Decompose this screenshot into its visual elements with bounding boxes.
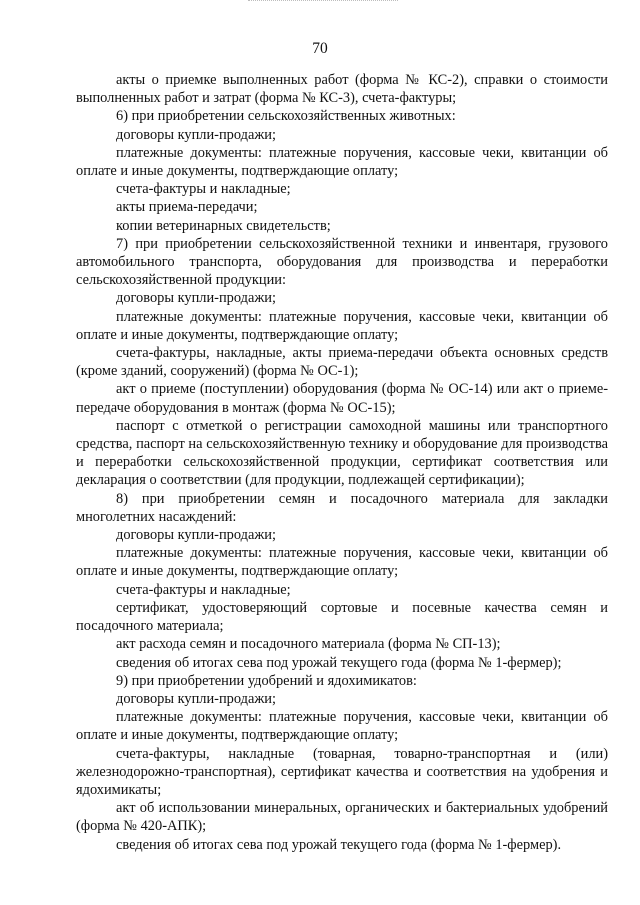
list-heading-9: 9) при приобретении удобрений и ядохимикатов:: [116, 672, 417, 689]
list-item: сведения об итогах сева под урожай текущего года (форма № 1-фермер);: [116, 654, 562, 671]
list-item: сертификат, удостоверяющий сортовые и посевные качества семян и посадочного материала;: [76, 599, 608, 635]
list-heading-8: 8) при приобретении семян и посадочного материала для закладки многолетних насаждений:: [76, 490, 608, 525]
list-item: акт об использовании минеральных, органических и бактериальных удобрений (форма № 420-АПК);: [76, 800, 608, 835]
list-item: сведения об итогах сева под урожай текущего года (форма № 1-фермер).: [116, 836, 562, 853]
paragraph: акты о приемке выполненных работ (форма № КС-2), справки о стоимости выполненных работ и затрат (форма № КС-3), счета-фактуры;: [76, 72, 608, 107]
list-item: договоры купли-продажи;: [116, 690, 276, 707]
document-body: [76, 71, 608, 854]
list-item: копии ветеринарных свидетельств;: [116, 217, 331, 234]
list-item: платежные документы: платежные поручения, кассовые чеки, квитанции об оплате и иные документы, подтверждающие оплату;: [76, 709, 608, 744]
list-item: счета-фактуры и накладные;: [116, 581, 291, 598]
list-item: паспорт с отметкой о регистрации самоходной машины или транспортного средства, паспорт на сельскохозяйственную технику и оборудование для производства и переработки сельскохозяйственной продукции, сертификат соответствия или декларация о соответствии (для продукции, подлежащей сертификации);: [76, 417, 608, 489]
list-item: договоры купли-продажи;: [116, 290, 276, 307]
list-item: платежные документы: платежные поручения, кассовые чеки, квитанции об оплате и иные документы, подтверждающие оплату;: [76, 308, 608, 343]
list-item: договоры купли-продажи;: [116, 527, 276, 544]
list-item: платежные документы: платежные поручения, кассовые чеки, квитанции об оплате и иные документы, подтверждающие оплату;: [76, 545, 608, 580]
list-item: акт расхода семян и посадочного материала (форма № СП-13);: [116, 636, 501, 653]
list-item: акт о приеме (поступлении) оборудования (форма № ОС-14) или акт о приеме-передаче оборудования в монтаж (форма № ОС-15);: [76, 381, 608, 416]
list-heading-7: 7) при приобретении сельскохозяйственной техники и инвентаря, грузового автомобильного транспорта, оборудования для производства и переработки сельскохозяйственной продукции:: [76, 235, 608, 289]
list-item: счета-фактуры, накладные (товарная, товарно-транспортная и (или) железнодорожно-транспортная), сертификат качества и соответствия на удобрения и ядохимикаты;: [76, 745, 608, 798]
page-number: 70: [312, 40, 328, 57]
scan-edge-mark: [248, 0, 398, 3]
list-heading-6: 6) при приобретении сельскохозяйственных животных:: [116, 108, 456, 125]
list-item: счета-фактуры, накладные, акты приема-передачи объекта основных средств (кроме зданий, сооружений) (форма № ОС-1);: [76, 345, 608, 380]
list-item: договоры купли-продажи;: [116, 126, 276, 143]
list-item: счета-фактуры и накладные;: [116, 181, 291, 198]
list-item: акты приема-передачи;: [116, 199, 258, 216]
list-item: платежные документы: платежные поручения, кассовые чеки, квитанции об оплате и иные документы, подтверждающие оплату;: [76, 144, 608, 180]
